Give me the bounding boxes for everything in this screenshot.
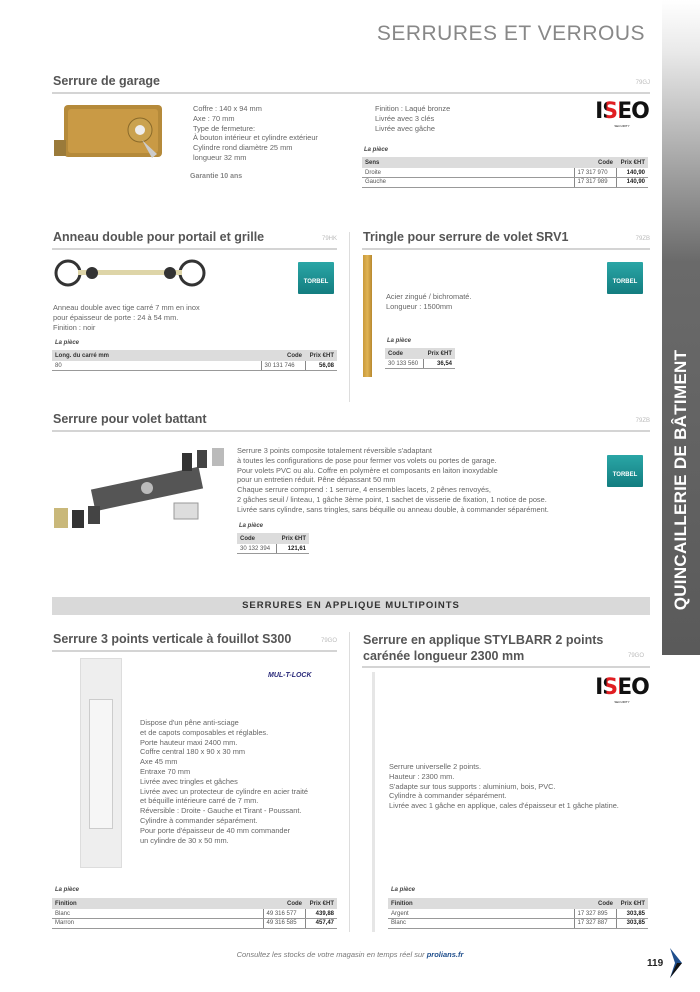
unit-label: La pièce xyxy=(387,338,412,344)
rod-image xyxy=(363,255,372,377)
table-row: Argent 17 327 895 303,85 xyxy=(388,909,648,919)
table-row: 30 133 560 36,54 xyxy=(385,359,455,369)
iseo-logo: ISEO SECURITY xyxy=(595,99,649,128)
stylbarr-image xyxy=(372,672,375,932)
section-heading: SERRURES EN APPLIQUE MULTIPOINTS xyxy=(52,597,650,615)
unit-label: La pièce xyxy=(239,523,264,529)
divider xyxy=(362,666,650,668)
product-heading xyxy=(53,632,337,646)
unit-label: La pièce xyxy=(364,147,389,153)
product-title: Serrure pour volet battant xyxy=(53,412,207,426)
product-description: Dispose d'un pêne anti-sciage et de capots composables et réglables. Porte hauteur maxi 2400 mm. Coffre central 180 x 90 x 30 mm Axe 45 mm Entraxe 70 mm Livrée avec tringles et gâches Livrée avec un protecteur de cylindre en acier traité et béquille intérieure carré de 7 mm. Réversible : Droite - Gauche et Tirant - Poussant. Cylindre à commander séparément. Pour porte d'épaisseur de 40 mm commander un cylindre de 30 x 50 mm. xyxy=(140,718,309,845)
page-header-title: SERRURES ET VERROUS xyxy=(376,22,645,45)
product-heading xyxy=(363,230,650,244)
torbel-logo: TORBEL xyxy=(607,262,643,294)
double-ring-image xyxy=(52,255,212,295)
table-row: 80 30 131 746 56,08 xyxy=(52,361,337,371)
multipoint-lock-image xyxy=(80,658,122,868)
product-ref: 79HK xyxy=(321,236,337,242)
table-row: Droite 17 317 970 140,90 xyxy=(362,168,648,178)
chevron-right-icon xyxy=(667,946,685,980)
product-description: Anneau double avec tige carré 7 mm en inox pour épaisseur de porte : 24 à 54 mm. Finition : noir xyxy=(53,303,200,332)
divider xyxy=(52,248,337,250)
product-ref: 79ZB xyxy=(635,236,650,242)
torbel-logo: TORBEL xyxy=(298,262,334,294)
table-row: 30 132 394 121,61 xyxy=(237,544,309,554)
torbel-logo: TORBEL xyxy=(607,455,643,487)
product-title: Tringle pour serrure de volet SRV1 xyxy=(363,230,569,244)
price-table: Long. du carré mm Code Prix €HT 80 30 131 746 56,08 xyxy=(52,350,337,371)
product-ref: 79GJ xyxy=(635,80,650,86)
product-ref: 79GO xyxy=(320,638,337,644)
prolians-link[interactable]: prolians.fr xyxy=(426,950,464,959)
product-ref: 79GO xyxy=(628,653,645,659)
product-title: Serrure de garage xyxy=(53,74,160,88)
product-description: Acier zingué / bichromaté. Longueur : 1500mm xyxy=(386,292,472,311)
table-row: Marron 49 316 585 457,47 xyxy=(52,919,337,929)
product-heading xyxy=(53,412,650,426)
multlock-logo: MUL-T-LOCK xyxy=(268,672,312,679)
product-description: Serrure 3 points composite totalement réversible s'adaptant à toutes les configurations de pose pour fermer vos volets ou portes de garage. Pour volets PVC ou alu. Coffre en polymère et composants en laiton inoxydable pour un entretien réduit. Pêne dépassant 50 mm Chaque serrure comprend : 1 serrure, 4 ensembles lacets, 2 pênes renvoyés, 2 gâches seuil / linteau, 1 gâche 3ème point, 1 sachet de visserie de fixation, 1 notice de pose. Livrée sans cylindre, sans tringles, sans béquille ou anneau double, à commander séparément. xyxy=(237,446,549,514)
garage-lock-image xyxy=(52,100,177,168)
table-row: Blanc 17 327 887 303,85 xyxy=(388,919,648,929)
product-finish: Finition : Laqué bronze Livrée avec 3 clés Livrée avec gâche xyxy=(375,104,451,133)
product-title: Serrure en applique STYLBARR 2 points carénée longueur 2300 mm xyxy=(363,633,604,663)
product-title: Anneau double pour portail et grille xyxy=(53,230,265,244)
unit-label: La pièce xyxy=(391,887,416,893)
product-heading xyxy=(53,74,650,88)
unit-label: La pièce xyxy=(55,340,80,346)
table-row: Gauche 17 317 989 140,90 xyxy=(362,178,648,188)
shutter-lock-image xyxy=(52,448,227,538)
iseo-logo: ISEO SECURITY xyxy=(595,675,649,704)
product-description: Coffre : 140 x 94 mm Axe : 70 mm Type de fermeture: À bouton intérieur et cylindre extérieur Cylindre rond diamètre 25 mm longueur 32 mm xyxy=(193,104,318,162)
unit-label: La pièce xyxy=(55,887,80,893)
divider xyxy=(52,430,650,432)
page-number: 119 xyxy=(647,958,664,969)
product-title: Serrure 3 points verticale à fouillot S300 xyxy=(53,632,292,646)
column-separator xyxy=(349,232,350,402)
price-table: Finition Code Prix €HT Argent 17 327 895 303,85 Blanc 17 327 887 303,85 xyxy=(388,898,648,929)
product-ref: 79ZB xyxy=(635,418,650,424)
table-row: Blanc 49 316 577 439,88 xyxy=(52,909,337,919)
divider xyxy=(52,650,337,652)
divider xyxy=(362,248,650,250)
product-description: Serrure universelle 2 points. Hauteur : 2300 mm. S'adapte sur tous supports : aluminium, bois, PVC. Cylindre à commander séparément. Livrée avec 1 gâche en applique, cales d'épaisseur et 1 gâche platine. xyxy=(389,762,619,811)
price-table: Code Prix €HT 30 132 394 121,61 xyxy=(237,533,309,554)
price-table: Code Prix €HT 30 133 560 36,54 xyxy=(385,348,455,369)
side-band-label: QUINCAILLERIE DE BÂTIMENT xyxy=(671,349,690,611)
price-table: Finition Code Prix €HT Blanc 49 316 577 439,88 Marron 49 316 585 457,47 xyxy=(52,898,337,929)
guarantee-label: Garantie 10 ans xyxy=(190,173,243,180)
footer-note: Consultez les stocks de votre magasin en temps réel sur prolians.fr xyxy=(236,950,464,959)
price-table: Sens Code Prix €HT Droite 17 317 970 140,90 Gauche 17 317 989 140,90 xyxy=(362,157,648,188)
product-heading xyxy=(53,230,337,244)
column-separator xyxy=(349,632,350,932)
divider xyxy=(52,92,650,94)
